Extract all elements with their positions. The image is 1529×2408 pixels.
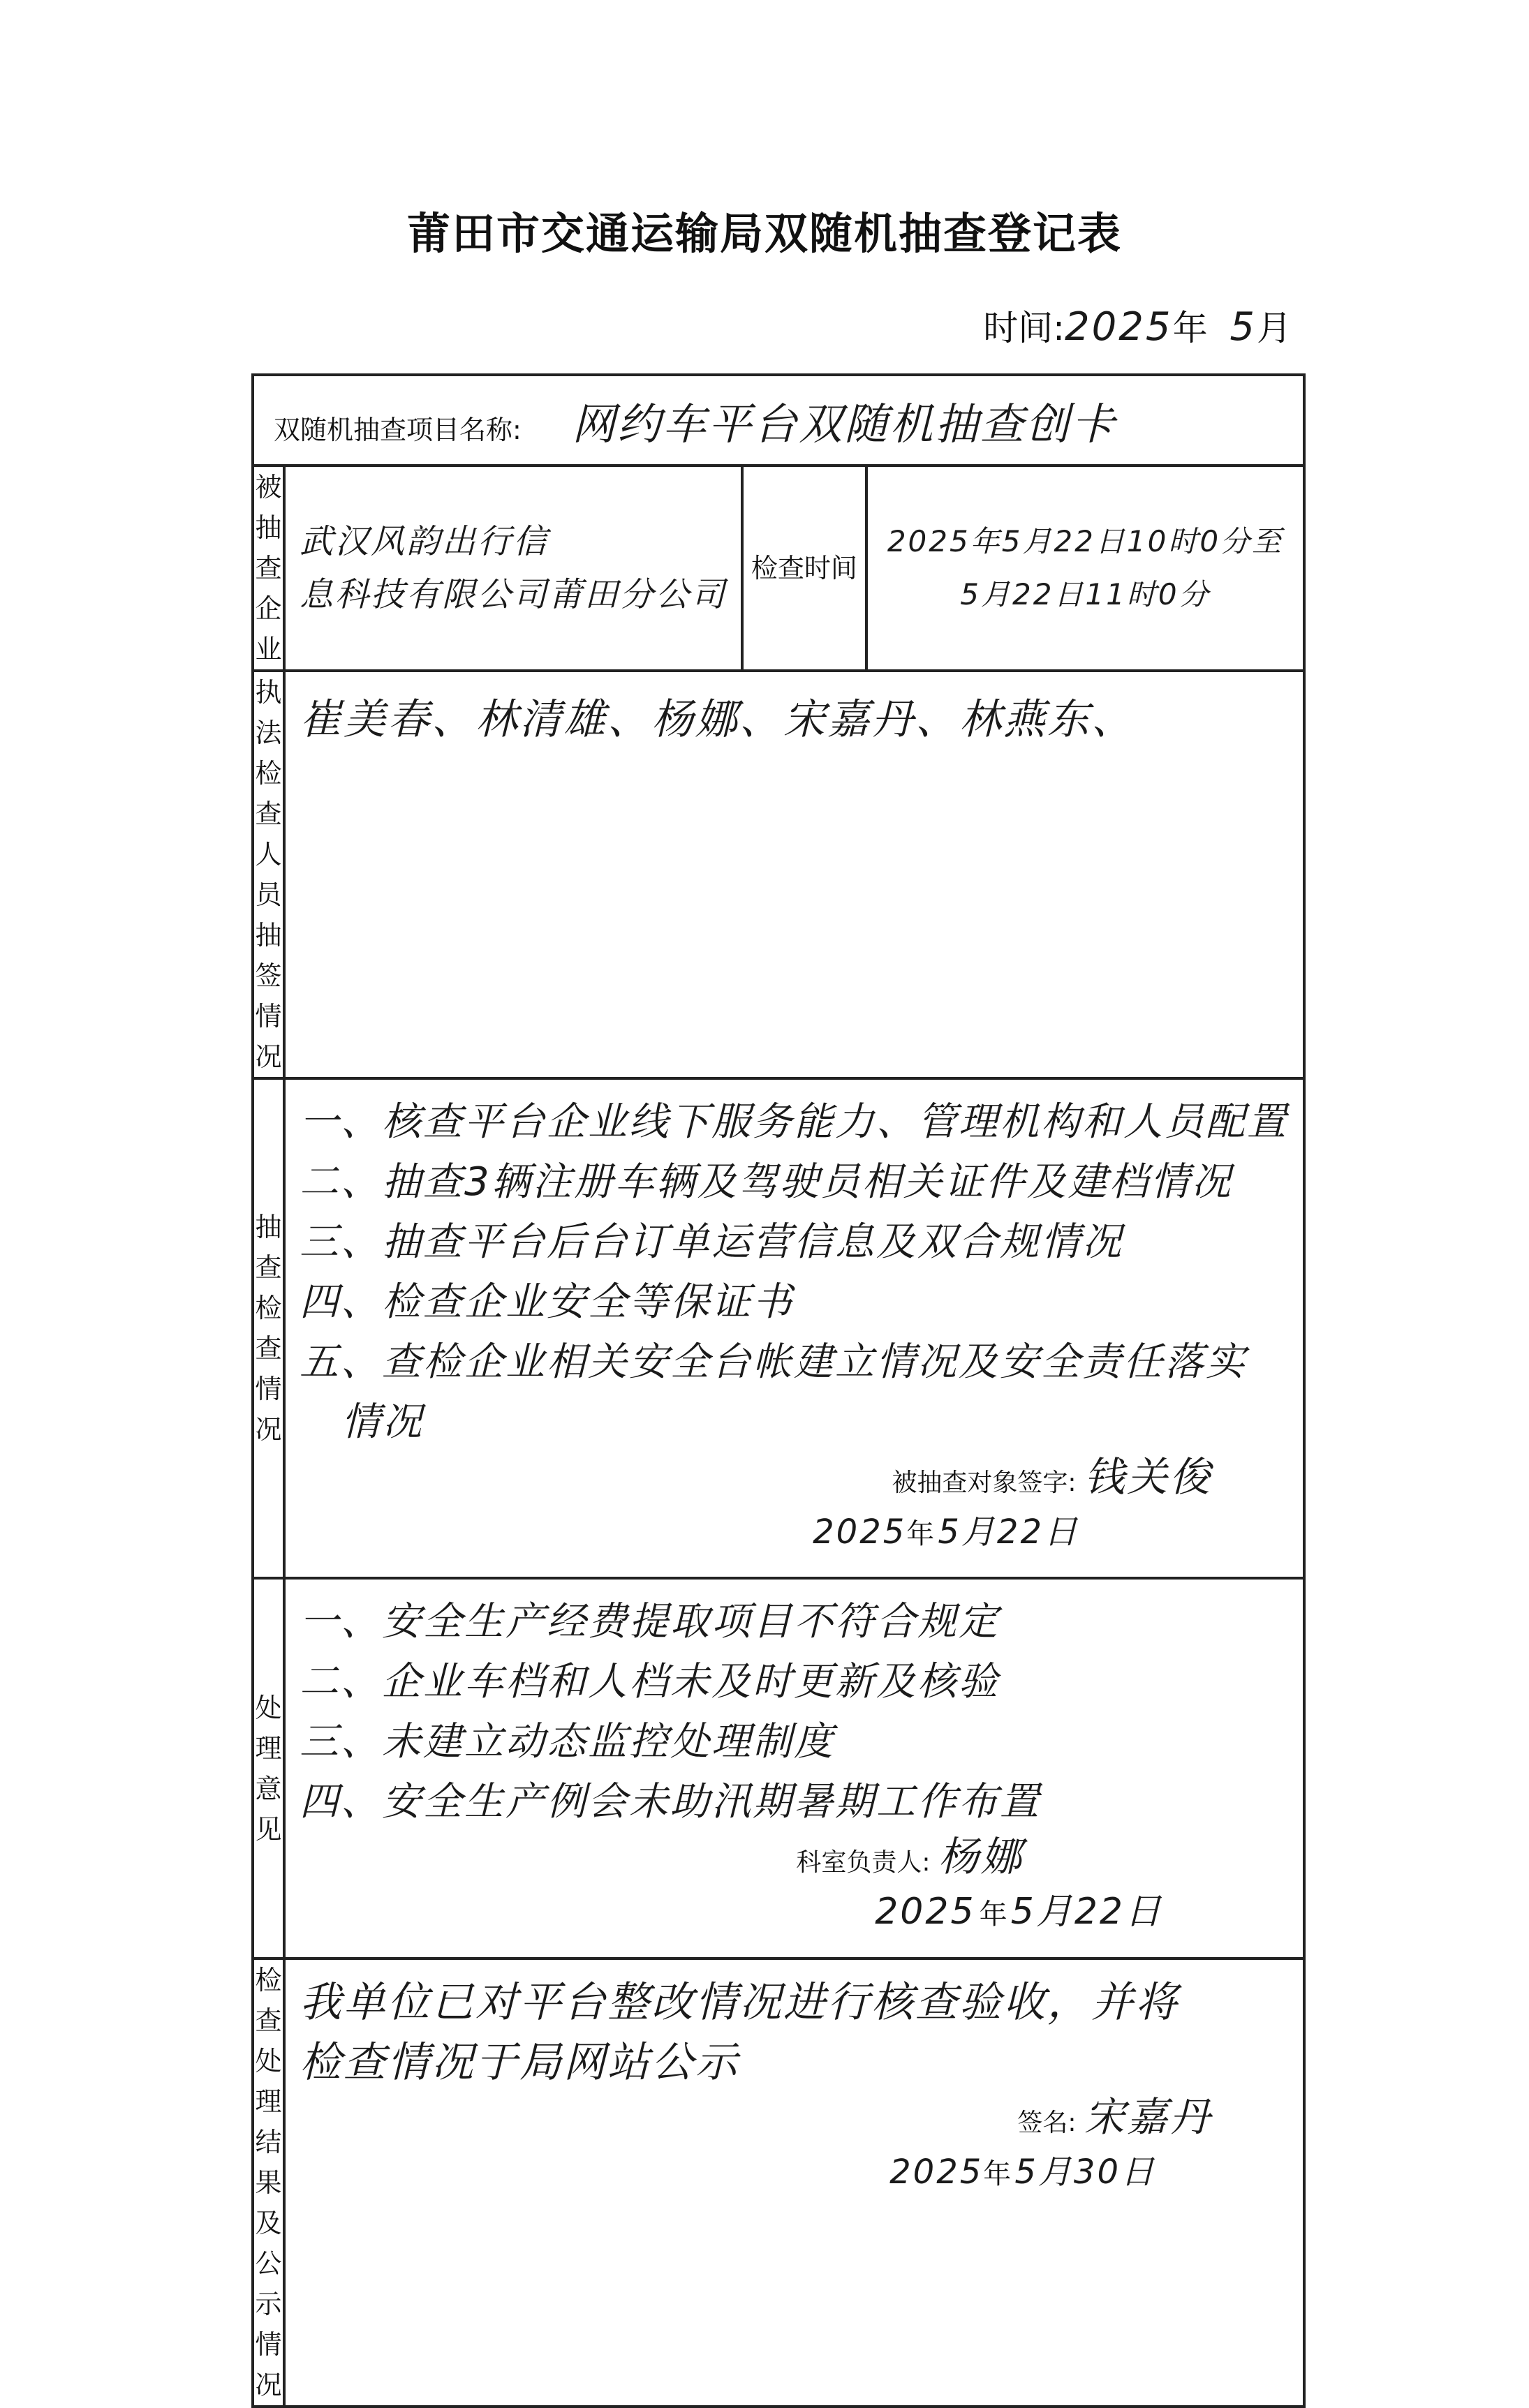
situation-item: 三、抽查平台后台订单运营信息及双合规情况 bbox=[299, 1219, 1123, 1265]
opinion-signature-label: 科室负责人: bbox=[796, 1848, 931, 1877]
inspection-time-line1: 2025年5月22日10时0分至 bbox=[887, 524, 1284, 558]
opinion-label-line2: 意见 bbox=[255, 1773, 282, 1845]
situation-item-continued: 情况 bbox=[341, 1399, 424, 1445]
inspection-time-line2: 5月22日11时0分 bbox=[960, 577, 1211, 611]
opinion-item: 一、安全生产经费提取项目不符合规定 bbox=[299, 1599, 1000, 1644]
inspectors-label-line3: 人员抽 bbox=[255, 839, 282, 951]
inspection-time-value-cell bbox=[866, 466, 1304, 671]
inspection-situation-row bbox=[253, 1078, 1304, 1578]
inspectors-value-cell bbox=[284, 671, 1304, 1078]
opinion-date-year: 2025 bbox=[875, 1891, 976, 1933]
situation-signature-value: 钱关俊 bbox=[1084, 1453, 1212, 1501]
opinion-content-cell bbox=[284, 1578, 1304, 1959]
opinion-signature bbox=[300, 1832, 1289, 1887]
page-title: 莆田市交通运输局双随机抽查登记表 bbox=[406, 208, 1122, 259]
situation-date-monthday: 5月22日 bbox=[938, 1513, 1079, 1552]
opinion-item: 四、安全生产例会未助汛期暑期工作布置 bbox=[299, 1779, 1041, 1824]
result-signature bbox=[300, 2093, 1289, 2148]
result-date-monthday: 5月30日 bbox=[1014, 2153, 1156, 2192]
result-date-year-unit: 年 bbox=[983, 2158, 1012, 2190]
enterprise-label-line1: 被抽查 bbox=[255, 472, 282, 584]
situation-signature-label: 被抽查对象签字: bbox=[892, 1469, 1077, 1497]
situation-date-year: 2025 bbox=[813, 1513, 907, 1552]
situation-label-cell bbox=[253, 1078, 284, 1578]
enterprise-value-line2: 息科技有限公司莆田分公司 bbox=[299, 575, 727, 614]
result-signature-label: 签名: bbox=[1017, 2109, 1077, 2137]
enterprise-value-cell bbox=[284, 466, 742, 671]
opinion-date-year-unit: 年 bbox=[979, 1898, 1007, 1931]
result-date bbox=[300, 2148, 1289, 2204]
project-name-row bbox=[253, 375, 1304, 466]
date-month-unit: 月 bbox=[1257, 308, 1292, 348]
opinion-label-cell bbox=[253, 1578, 284, 1959]
situation-content-cell bbox=[284, 1078, 1304, 1578]
opinion-date-monthday: 5月22日 bbox=[1010, 1891, 1163, 1933]
result-label-line3: 及公示 bbox=[255, 2208, 282, 2319]
result-date-year: 2025 bbox=[889, 2153, 984, 2192]
result-text-line2: 检查情况于局网站公示 bbox=[299, 2038, 739, 2087]
opinion-signature-value: 杨娜 bbox=[938, 1833, 1024, 1880]
situation-item: 五、查检企业相关安全台帐建立情况及安全责任落实 bbox=[299, 1339, 1247, 1385]
opinion-label-line1: 处理 bbox=[255, 1692, 282, 1764]
inspection-time-label: 检查时间 bbox=[742, 466, 866, 671]
handling-opinion-row bbox=[253, 1578, 1304, 1959]
situation-label-line2: 查情况 bbox=[255, 1333, 282, 1445]
enterprise-label-cell bbox=[253, 466, 284, 671]
result-label-cell bbox=[253, 1959, 284, 2407]
project-name-label: 双随机抽查项目名称: bbox=[274, 414, 522, 445]
result-label-line1: 检查处 bbox=[255, 1965, 282, 2076]
enterprise-value-line1: 武汉风韵出行信 bbox=[299, 522, 549, 561]
situation-date-year-unit: 年 bbox=[906, 1518, 935, 1550]
situation-item: 二、抽查3辆注册车辆及驾驶员相关证件及建档情况 bbox=[299, 1159, 1233, 1205]
inspectors-label-line4: 签情况 bbox=[255, 960, 282, 1072]
opinion-date bbox=[300, 1887, 1289, 1945]
inspectors-label-cell bbox=[253, 671, 284, 1078]
project-name-value: 网约车平台双随机抽查创卡 bbox=[572, 398, 1117, 449]
situation-signature bbox=[300, 1452, 1289, 1508]
date-year: 2025 bbox=[1065, 304, 1173, 350]
inspectors-label-line1: 执法 bbox=[255, 677, 282, 748]
situation-label-line1: 抽查检 bbox=[255, 1212, 282, 1323]
result-label-line4: 情况 bbox=[255, 2329, 282, 2400]
result-row bbox=[253, 1959, 1304, 2407]
opinion-item: 二、企业车档和人档未及时更新及核验 bbox=[299, 1659, 1000, 1704]
opinion-item: 三、未建立动态监控处理制度 bbox=[299, 1719, 835, 1764]
situation-item: 四、检查企业安全等保证书 bbox=[299, 1279, 794, 1325]
enterprise-row bbox=[253, 466, 1304, 671]
inspectors-row bbox=[253, 671, 1304, 1078]
date-label: 时间: bbox=[983, 308, 1065, 348]
inspectors-label-line2: 检查 bbox=[255, 758, 282, 829]
result-label-line2: 理结果 bbox=[255, 2086, 282, 2198]
enterprise-label-line2: 企业 bbox=[255, 593, 282, 664]
form-date bbox=[983, 300, 1292, 350]
result-content-cell bbox=[284, 1959, 1304, 2407]
result-signature-value: 宋嘉丹 bbox=[1084, 2093, 1212, 2141]
situation-item: 一、核查平台企业线下服务能力、管理机构和人员配置 bbox=[299, 1099, 1288, 1145]
date-month: 5 bbox=[1229, 304, 1257, 350]
registration-table bbox=[251, 373, 1306, 2408]
situation-date bbox=[300, 1508, 1289, 1564]
result-text-line1: 我单位已对平台整改情况进行核查验收，并将 bbox=[299, 1978, 1179, 2027]
date-year-unit: 年 bbox=[1172, 308, 1208, 348]
inspectors-value: 崔美春、林清雄、杨娜、宋嘉丹、林燕东、 bbox=[299, 695, 1135, 744]
